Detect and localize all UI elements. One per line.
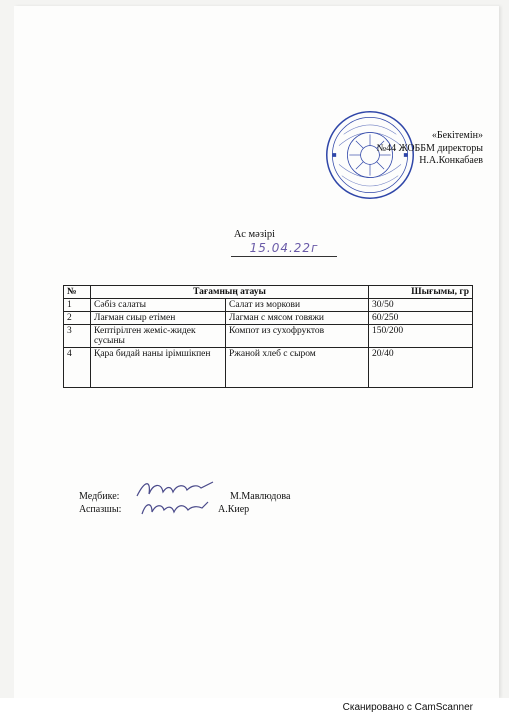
row-number: 2: [64, 312, 91, 325]
table-row: [64, 299, 473, 312]
dish-name-ru: Ржаной хлеб с сыром: [226, 348, 369, 388]
dish-name-ru: Лагман с мясом говяжи: [226, 312, 369, 325]
dish-name-ru: Компот из сухофруктов: [226, 325, 369, 348]
dish-yield: 20/40: [369, 348, 473, 388]
row-number: 4: [64, 348, 91, 388]
dish-name-kz: Қара бидай наны ірімшікпен: [91, 348, 226, 388]
menu-table: [63, 285, 473, 388]
header-yield: Шығымы, гр: [369, 286, 473, 299]
dish-name-ru: Салат из моркови: [226, 299, 369, 312]
row-number: 1: [64, 299, 91, 312]
cook-role: Аспазшы:: [79, 504, 122, 515]
header-dish-name: Тағамның атауы: [91, 286, 369, 299]
approval-name: Н.А.Конкабаев: [419, 155, 483, 166]
dish-yield: 60/250: [369, 312, 473, 325]
row-number: 3: [64, 325, 91, 348]
nurse-role: Медбике:: [79, 491, 120, 502]
nurse-signature: [135, 478, 215, 500]
cook-name: А.Киер: [218, 504, 250, 515]
dish-yield: 150/200: [369, 325, 473, 348]
camscanner-watermark: Сканировано с CamScanner: [342, 702, 473, 713]
cook-signature: [140, 498, 210, 518]
dish-name-kz: Сәбіз салаты: [91, 299, 226, 312]
dish-name-kz: Кептірілген жеміс-жидек сусыны: [91, 325, 226, 348]
document-title: Ас мәзірі: [233, 229, 276, 240]
dish-name-kz: Лағман сиыр етімен: [91, 312, 226, 325]
table-header-row: [64, 286, 473, 299]
nurse-name: М.Мавлюдова: [230, 491, 291, 502]
handwritten-date: 15.04.22г: [231, 240, 337, 257]
header-number: №: [64, 286, 91, 299]
table-row: [64, 348, 473, 388]
table-row: [64, 325, 473, 348]
approval-block: [377, 130, 483, 168]
approval-director: №44 ЖОББМ директоры: [376, 142, 483, 154]
approval-title: «Бекітемін»: [431, 130, 483, 141]
dish-yield: 30/50: [369, 299, 473, 312]
table-row: [64, 312, 473, 325]
